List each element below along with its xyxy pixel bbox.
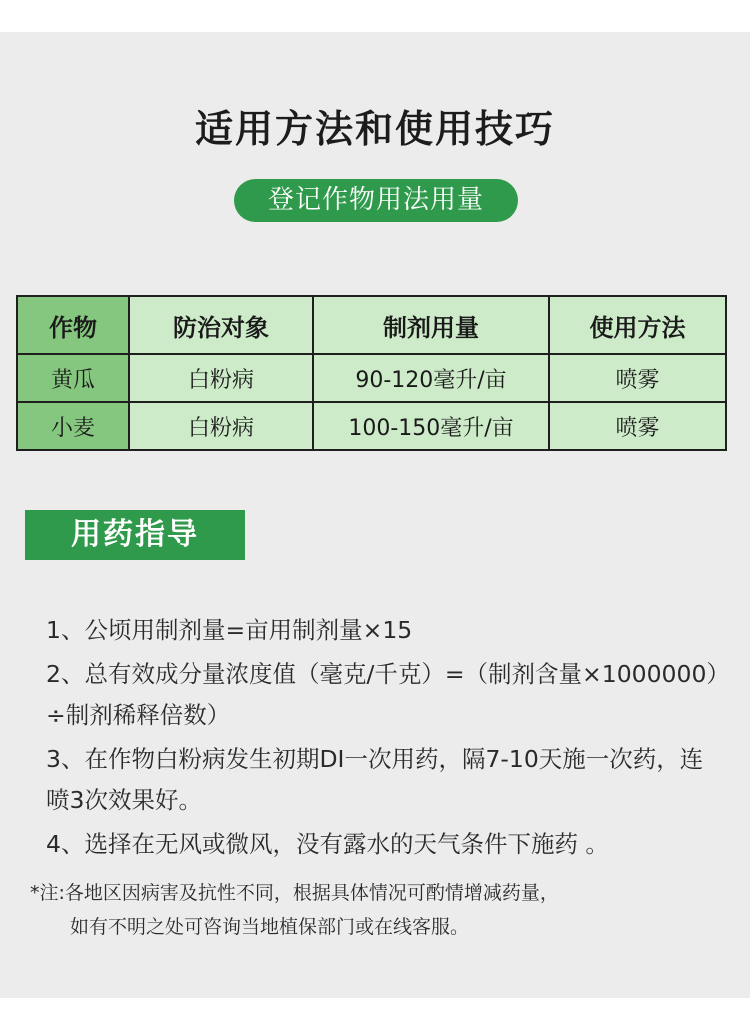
cell-crop: 黄瓜 <box>17 354 129 402</box>
cell-target: 白粉病 <box>129 402 313 450</box>
guide-item: 4、选择在无风或微风，没有露水的天气条件下施药 。 <box>46 830 609 858</box>
guide-item: 1、公顷用制剂量=亩用制剂量×15 <box>46 616 413 644</box>
cell-target: 白粉病 <box>129 354 313 402</box>
table-header-row <box>17 296 726 354</box>
footnote-line: *注:各地区因病害及抗性不同，根据具体情况可酌情增减药量， <box>30 882 559 904</box>
subtitle-badge: 登记作物用法用量 <box>234 179 518 222</box>
footnote <box>30 876 730 944</box>
header-dosage: 制剂用量 <box>313 296 549 354</box>
cell-crop: 小麦 <box>17 402 129 450</box>
guide-list <box>46 610 726 868</box>
cell-dosage: 100-150毫升/亩 <box>313 402 549 450</box>
cell-dosage: 90-120毫升/亩 <box>313 354 549 402</box>
cell-method: 喷雾 <box>549 354 726 402</box>
table-row <box>17 354 726 402</box>
cell-method: 喷雾 <box>549 402 726 450</box>
section-title: 用药指导 <box>25 510 245 560</box>
header-target: 防治对象 <box>129 296 313 354</box>
guide-item: 2、总有效成分量浓度值（毫克/千克）=（制剂含量×1000000）÷制剂稀释倍数） <box>46 660 719 729</box>
footnote-line: 如有不明之处可咨询当地植保部门或在线客服。 <box>70 916 470 938</box>
page-title: 适用方法和使用技巧 <box>194 107 555 151</box>
guide-item: 3、在作物白粉病发生初期DI一次用药，隔7-10天施一次药，连喷3次效果好。 <box>46 745 704 814</box>
table-row <box>17 402 726 450</box>
dosage-table <box>16 295 727 451</box>
header-method: 使用方法 <box>549 296 726 354</box>
header-crop: 作物 <box>17 296 129 354</box>
